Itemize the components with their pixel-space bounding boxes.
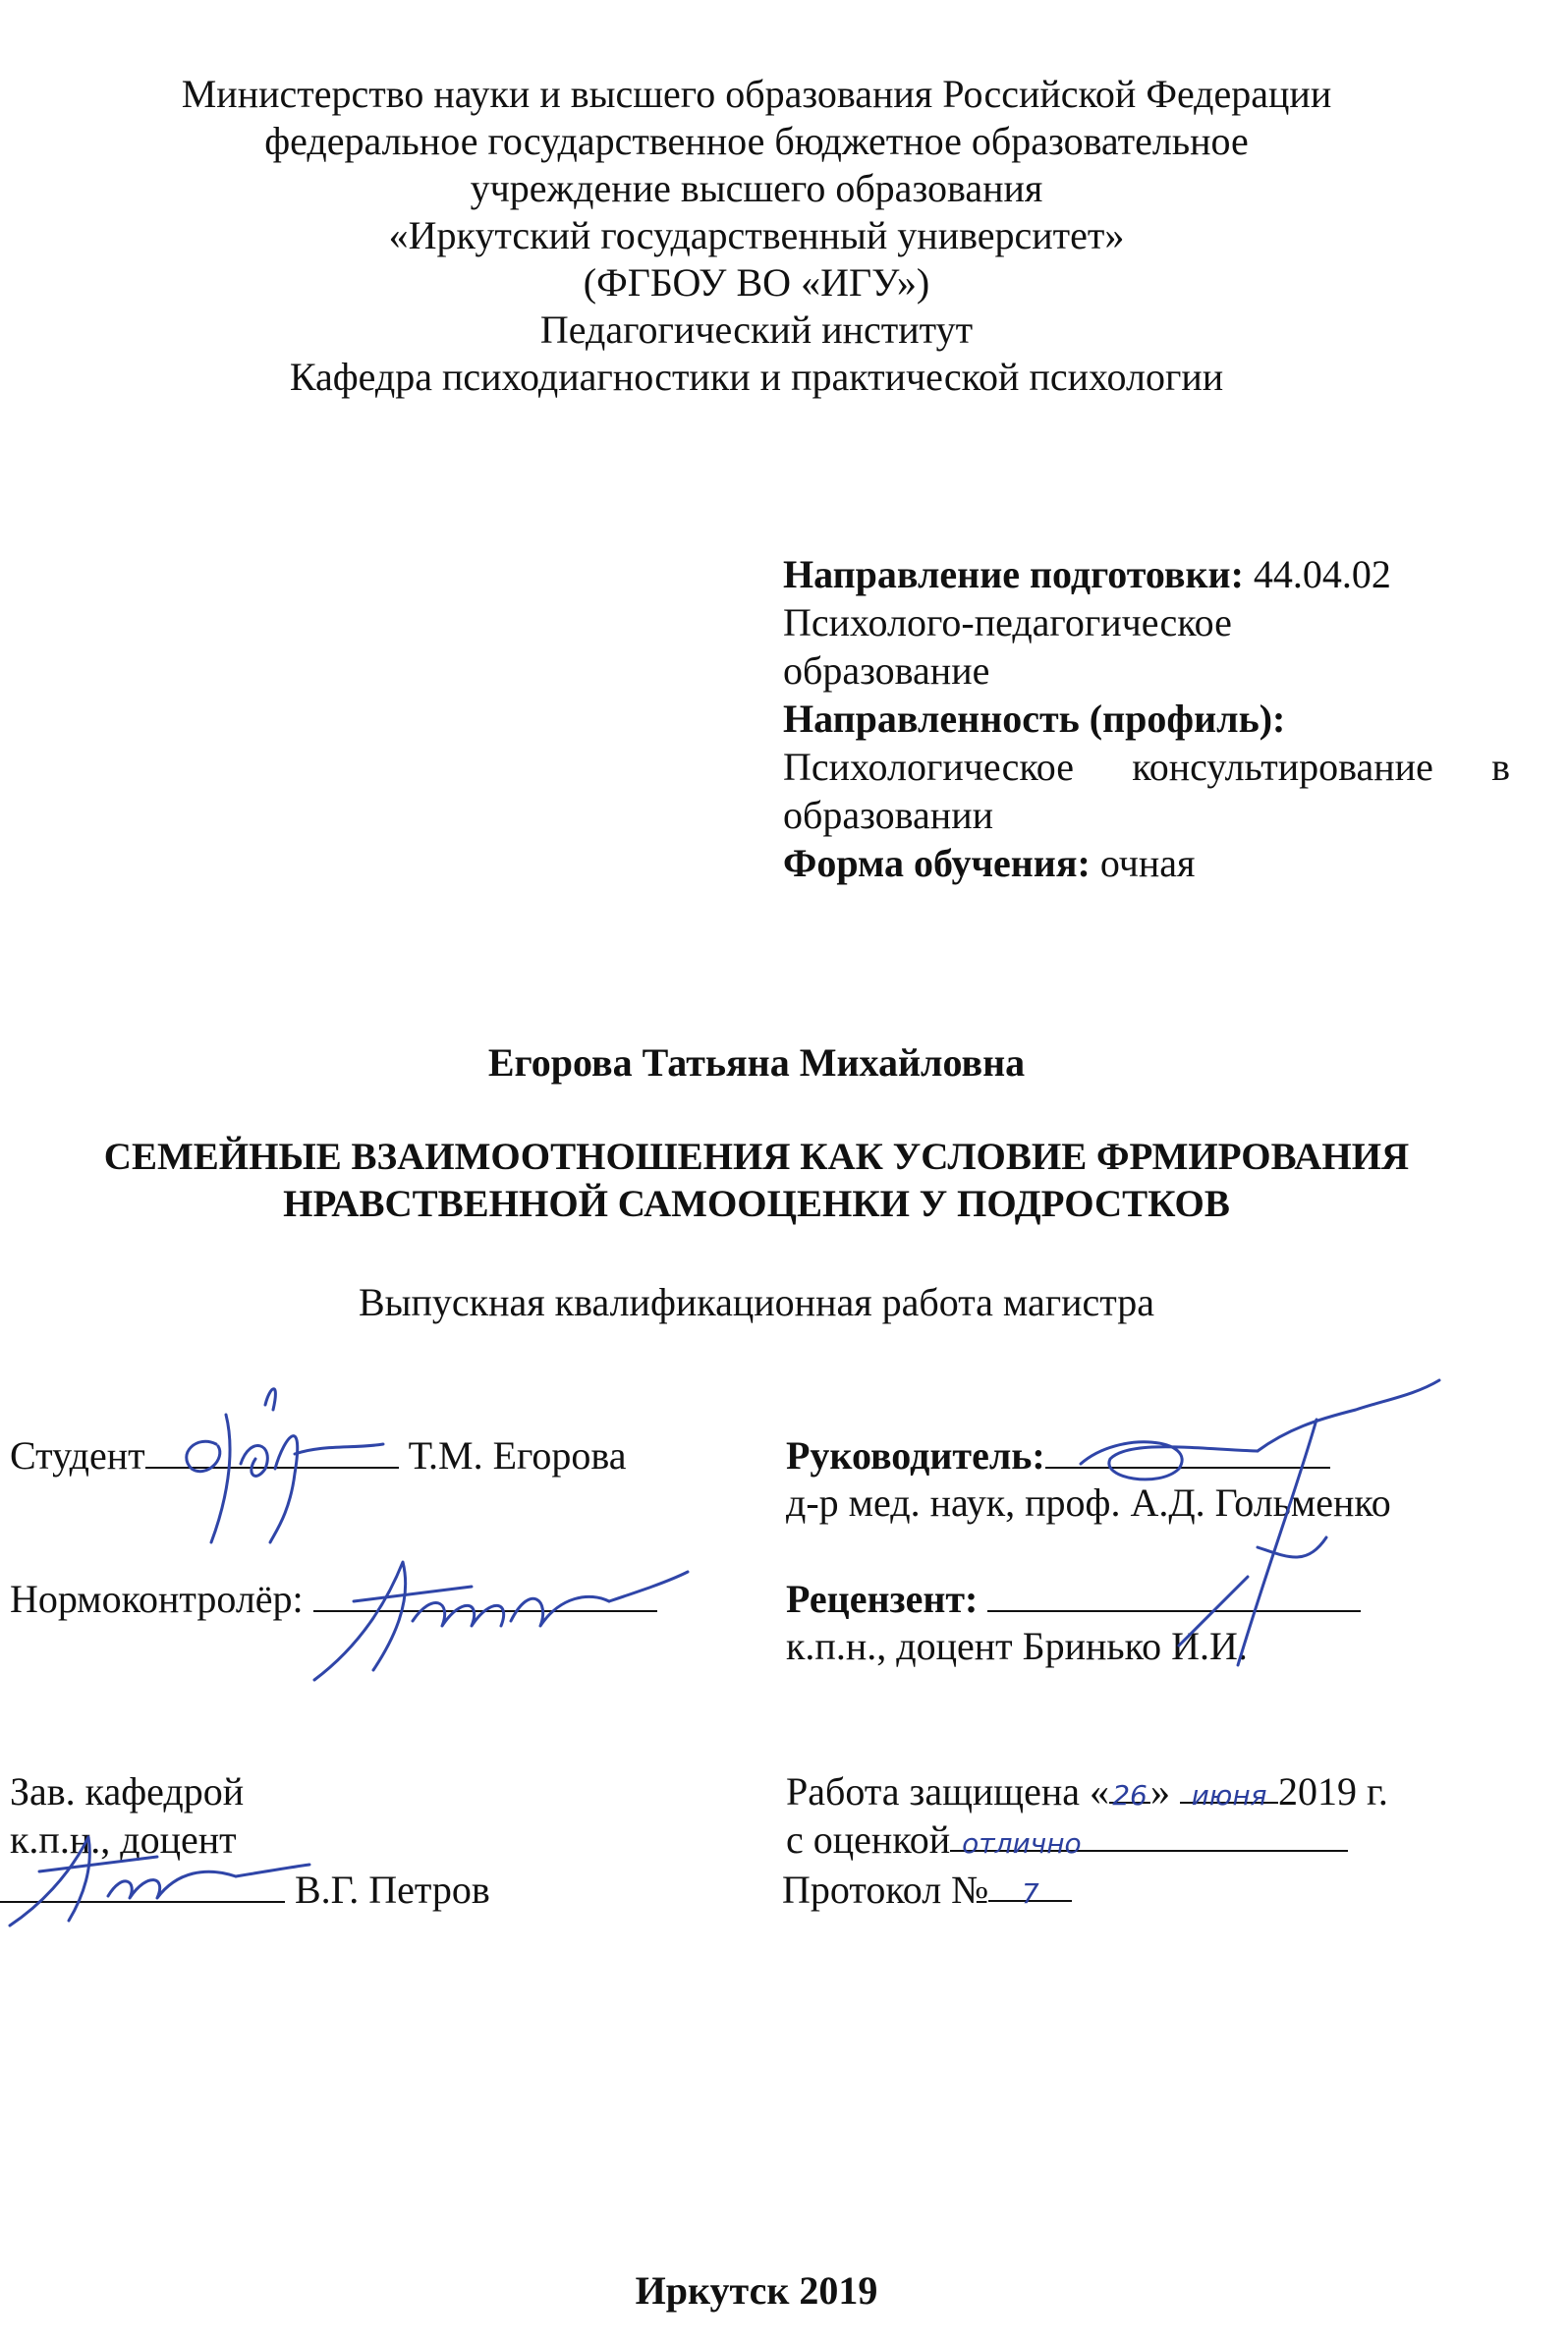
- header-line-ministry: Министерство науки и высшего образования Российской Федерации: [181, 72, 1332, 116]
- protocol-value: 7: [1021, 1877, 1039, 1910]
- head-name: В.Г. Петров: [295, 1868, 490, 1912]
- direction-code: 44.04.02: [1253, 552, 1391, 596]
- student-label: Студент: [10, 1433, 145, 1478]
- protocol-field: [988, 1867, 1072, 1910]
- grade-label: с оценкой: [786, 1817, 951, 1862]
- reviewer-info: к.п.н., доцент Бринько И.И.: [786, 1624, 1248, 1668]
- thesis-type: Выпускная квалификационная работа магистра: [358, 1280, 1155, 1324]
- header-line-institution: учреждение высшего образования: [470, 166, 1043, 210]
- header-line-federal: федеральное государственное бюджетное образовательное: [264, 119, 1249, 163]
- direction-name-1: Психолого-педагогическое: [783, 600, 1232, 644]
- thesis-title-line-1: СЕМЕЙНЫЕ ВЗАИМООТНОШЕНИЯ КАК УСЛОВИЕ ФРМИРОВАНИЯ: [103, 1136, 1410, 1178]
- student-name: Т.М. Егорова: [408, 1433, 627, 1478]
- profile-line-1: Психологическое консультирование в: [783, 745, 1510, 789]
- defended-day: 26: [1112, 1779, 1148, 1812]
- form-line: [783, 839, 1510, 887]
- thesis-title: [0, 1134, 1513, 1228]
- normcontrol-signature: [295, 1542, 707, 1690]
- head-label-1: Зав. кафедрой: [10, 1769, 245, 1814]
- grade-line: [786, 1816, 1348, 1864]
- grade-field: [950, 1816, 1348, 1860]
- protocol-label: Протокол №: [782, 1868, 989, 1912]
- form-label: Форма обучения:: [783, 841, 1091, 885]
- student-signature: [157, 1375, 432, 1552]
- direction-label: Направление подготовки:: [783, 552, 1244, 596]
- defended-prefix: Работа защищена «: [786, 1769, 1110, 1814]
- head-label-2: к.п.н., доцент: [10, 1817, 237, 1862]
- header-line-abbreviation: (ФГБОУ ВО «ИГУ»): [583, 260, 930, 305]
- defended-year: 2019 г.: [1278, 1769, 1388, 1814]
- form-value: очная: [1099, 841, 1196, 885]
- author-name: Егорова Татьяна Михайловна: [487, 1040, 1026, 1085]
- defended-line: [786, 1768, 1388, 1815]
- profile-label: Направленность (профиль):: [783, 697, 1286, 741]
- thesis-title-line-2: НРАВСТВЕННОЙ САМООЦЕНКИ У ПОДРОСТКОВ: [283, 1183, 1230, 1225]
- defended-month-field: [1180, 1768, 1278, 1812]
- supervisor-signature: [1061, 1370, 1454, 1695]
- profile-line-2: образовании: [783, 793, 994, 837]
- head-signature: [0, 1827, 314, 1935]
- supervisor-label: Руководитель:: [786, 1433, 1045, 1478]
- direction-name-2: образование: [783, 648, 990, 693]
- reviewer-label: Рецензент:: [786, 1577, 979, 1621]
- header-line-institute: Педагогический институт: [539, 307, 974, 352]
- institution-header: [0, 71, 1513, 401]
- header-line-university: «Иркутский государственный университет»: [388, 213, 1125, 257]
- defended-mid: »: [1150, 1769, 1171, 1814]
- protocol-line: [782, 1867, 1072, 1914]
- header-line-department: Кафедра психодиагностики и практической психологии: [289, 355, 1224, 399]
- grade-value: отлично: [962, 1827, 1082, 1860]
- defended-month: июня: [1191, 1779, 1267, 1812]
- city-year: Иркутск 2019: [635, 2268, 878, 2313]
- defended-day-field: [1109, 1768, 1150, 1812]
- supervisor-info: д-р мед. наук, проф. А.Д. Гольменко: [786, 1480, 1391, 1525]
- study-details: [783, 550, 1510, 887]
- normcontrol-label: Нормоконтролёр:: [10, 1577, 304, 1621]
- direction-line: [783, 550, 1510, 598]
